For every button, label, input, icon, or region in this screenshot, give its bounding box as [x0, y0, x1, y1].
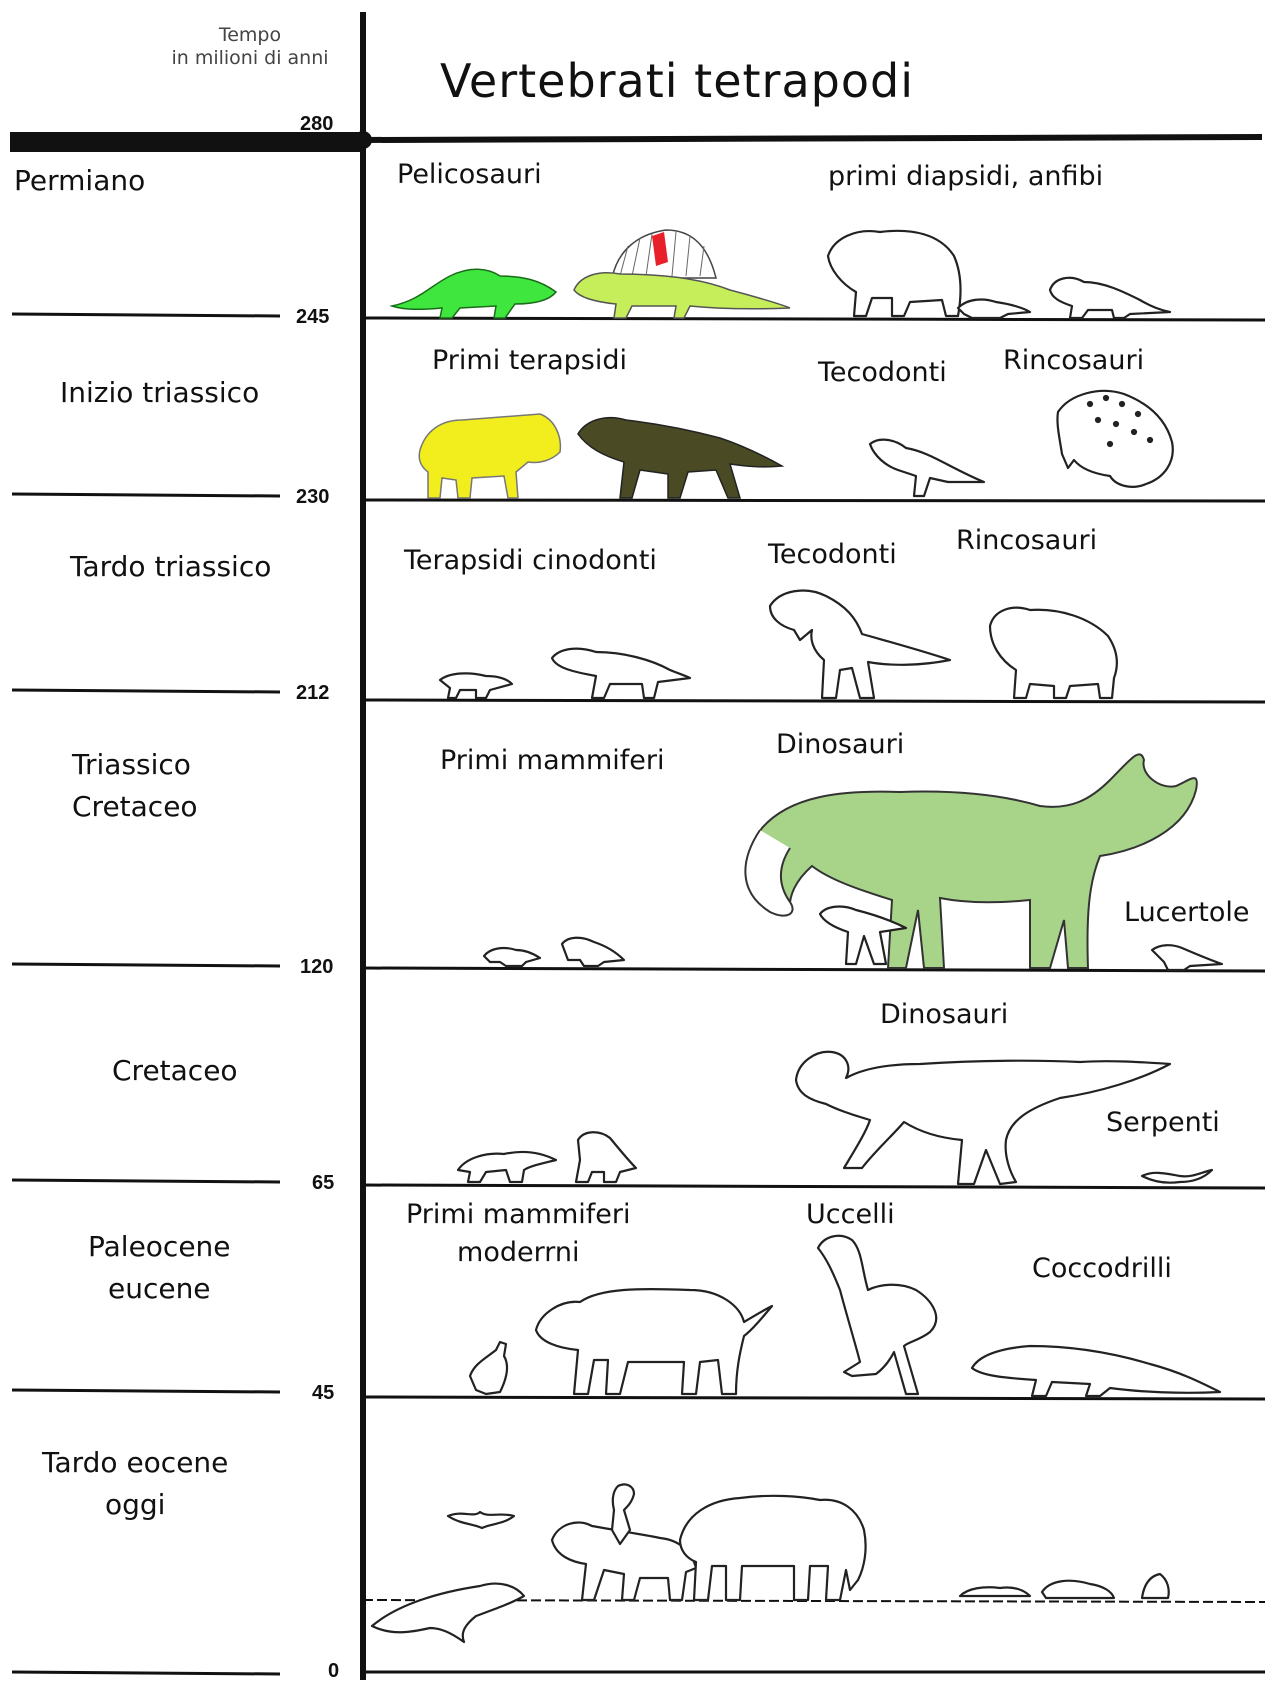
tick-label-280: 280 — [300, 113, 334, 135]
group-label-primi-terapsidi: Primi terapsidi — [432, 345, 627, 376]
amphibian-small-figure — [958, 300, 1030, 318]
page-title: Vertebrati tetrapodi — [440, 54, 914, 108]
cynodont-large-figure — [552, 649, 690, 698]
ground-lines — [363, 318, 1265, 1672]
tecodont-small-figure — [870, 440, 984, 496]
period-label-line: Cretaceo — [72, 790, 198, 823]
period-label-line: Triassico — [72, 748, 191, 781]
period-label-inizio-triassico: Inizio triassico — [60, 376, 260, 409]
group-label-primi-diapsidi-anfibi: primi diapsidi, anfibi — [828, 161, 1104, 192]
snake-figure — [1142, 1170, 1212, 1183]
tick-label-0: 0 — [328, 1660, 340, 1682]
cynodont-small-figure — [440, 673, 512, 698]
sauropod-figure — [745, 754, 1197, 968]
period-label-line: eucene — [107, 1272, 211, 1305]
group-label-dinosauri: Dinosauri — [880, 999, 1009, 1030]
tick-label-212: 212 — [296, 682, 330, 704]
dimetrodon-figure — [574, 230, 790, 318]
cretaceous-mammal-2-figure — [576, 1132, 636, 1182]
axis-title-line-2: in milioni di anni — [171, 47, 329, 69]
period-label-cretaceo: Cretaceo — [112, 1054, 238, 1087]
elephant-figure — [680, 1496, 866, 1600]
period-label-paleocene-eucene — [88, 1226, 231, 1310]
tecodont-large-figure — [770, 591, 950, 698]
bat-figure — [448, 1512, 514, 1528]
period-label-line: oggi — [104, 1488, 166, 1521]
period-label-permiano: Permiano — [14, 164, 146, 197]
rincosaur-spotted-figure — [1057, 391, 1172, 487]
group-label-primi-mammiferi-moderrni — [406, 1196, 630, 1272]
crocodile-figure — [972, 1346, 1220, 1396]
group-label-dinosauri: Dinosauri — [776, 729, 905, 760]
small-mammal-sitting-figure — [470, 1342, 507, 1394]
tick-label-120: 120 — [300, 956, 334, 978]
tick-label-65: 65 — [312, 1172, 335, 1194]
boundary-280-right — [363, 137, 1262, 140]
axis-title-line-1: Tempo — [218, 24, 282, 46]
tick-label-45: 45 — [312, 1382, 335, 1404]
group-label-terapsidi-cinodonti: Terapsidi cinodonti — [404, 545, 657, 576]
dolphin-figure — [372, 1584, 524, 1642]
group-label-lucertole: Lucertole — [1124, 897, 1250, 928]
lizard-figure — [1152, 945, 1222, 970]
early-diapsid-small-figure — [1050, 278, 1170, 318]
group-label-coccodrilli: Coccodrilli — [1032, 1253, 1172, 1284]
group-label-tecodonti: Tecodonti — [768, 539, 897, 570]
terapsid-dark-figure — [578, 418, 782, 498]
period-label-tardo-triassico: Tardo triassico — [70, 550, 272, 583]
group-label-pelicosauri: Pelicosauri — [397, 159, 542, 190]
horned-mammal-figure — [536, 1289, 772, 1394]
bird-figure — [818, 1236, 936, 1394]
group-label-line: moderrni — [457, 1237, 580, 1268]
early-mammal-1-figure — [484, 948, 540, 966]
rincosaur-figure — [990, 608, 1117, 698]
cretaceous-mammal-1-figure — [458, 1152, 556, 1182]
early-mammal-2-figure — [562, 938, 624, 966]
group-label-tecodonti: Tecodonti — [818, 357, 947, 388]
small-animals-row-figure — [960, 1574, 1169, 1598]
terapsid-yellow-figure — [419, 414, 560, 498]
early-diapsid-large-figure — [828, 231, 961, 316]
pelicosaur-green-figure — [392, 269, 556, 318]
period-label-triassico-cretaceo — [72, 744, 198, 828]
group-label-rincosauri: Rincosauri — [956, 525, 1098, 556]
group-label-rincosauri: Rincosauri — [1003, 345, 1145, 376]
tick-label-230: 230 — [296, 486, 330, 508]
group-label-line: Primi mammiferi — [406, 1199, 631, 1230]
group-label-uccelli: Uccelli — [806, 1199, 895, 1230]
group-label-primi-mammiferi: Primi mammiferi — [440, 745, 665, 776]
period-label-tardo-eocene-oggi — [42, 1442, 228, 1526]
period-label-line: Paleocene — [88, 1230, 231, 1263]
period-label-line: Tardo eocene — [42, 1446, 229, 1479]
tick-label-245: 245 — [296, 306, 330, 328]
group-label-serpenti: Serpenti — [1106, 1107, 1220, 1138]
axis-title — [150, 24, 350, 70]
boundary-280-dot — [354, 131, 372, 149]
